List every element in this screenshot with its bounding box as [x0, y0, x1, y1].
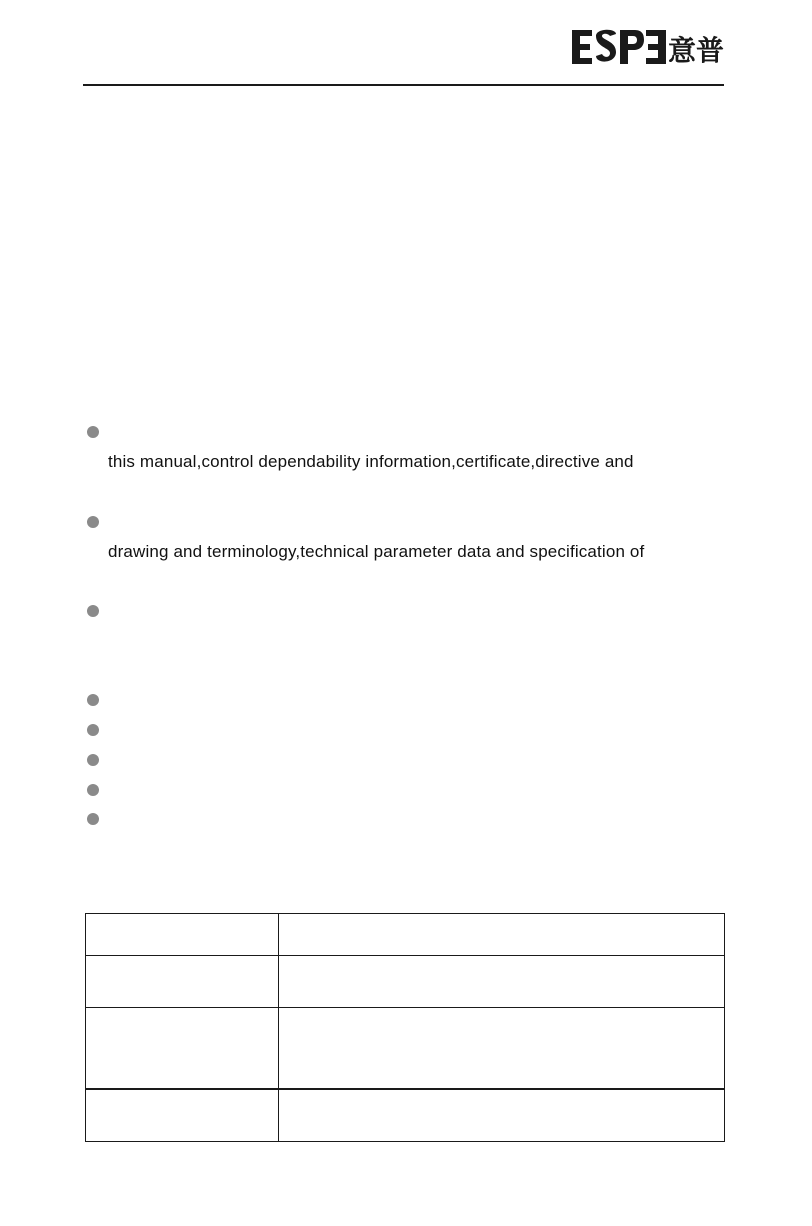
- table-row: [86, 1089, 725, 1142]
- table-cell: [86, 914, 279, 956]
- espe-logo: [570, 22, 728, 72]
- spec-table: [85, 913, 725, 1142]
- table-row: [86, 914, 725, 956]
- bullet-point: [87, 605, 99, 617]
- bullet-2-line-2: drawing and terminology,technical parameter data and specification of: [108, 542, 645, 561]
- bullet-point: [87, 813, 99, 825]
- table-row: [86, 1008, 725, 1090]
- table-cell: [279, 956, 725, 1008]
- table-cell: [279, 914, 725, 956]
- bullet-point: [87, 694, 99, 706]
- bullet-point: [87, 784, 99, 796]
- bullet-point: [87, 724, 99, 736]
- table-cell: [86, 1008, 279, 1090]
- logo-chinese-text: 意普: [668, 34, 725, 67]
- bullet-1-line-2: this manual,control dependability information,certificate,directive and: [108, 452, 634, 471]
- bullet-point: [87, 426, 99, 438]
- table-cell: [86, 1089, 279, 1142]
- header-rule: [83, 84, 724, 86]
- table-cell: [86, 956, 279, 1008]
- table-cell: [279, 1089, 725, 1142]
- table-cell: [279, 1008, 725, 1090]
- table-row: [86, 956, 725, 1008]
- bullet-point: [87, 754, 99, 766]
- bullet-point: [87, 516, 99, 528]
